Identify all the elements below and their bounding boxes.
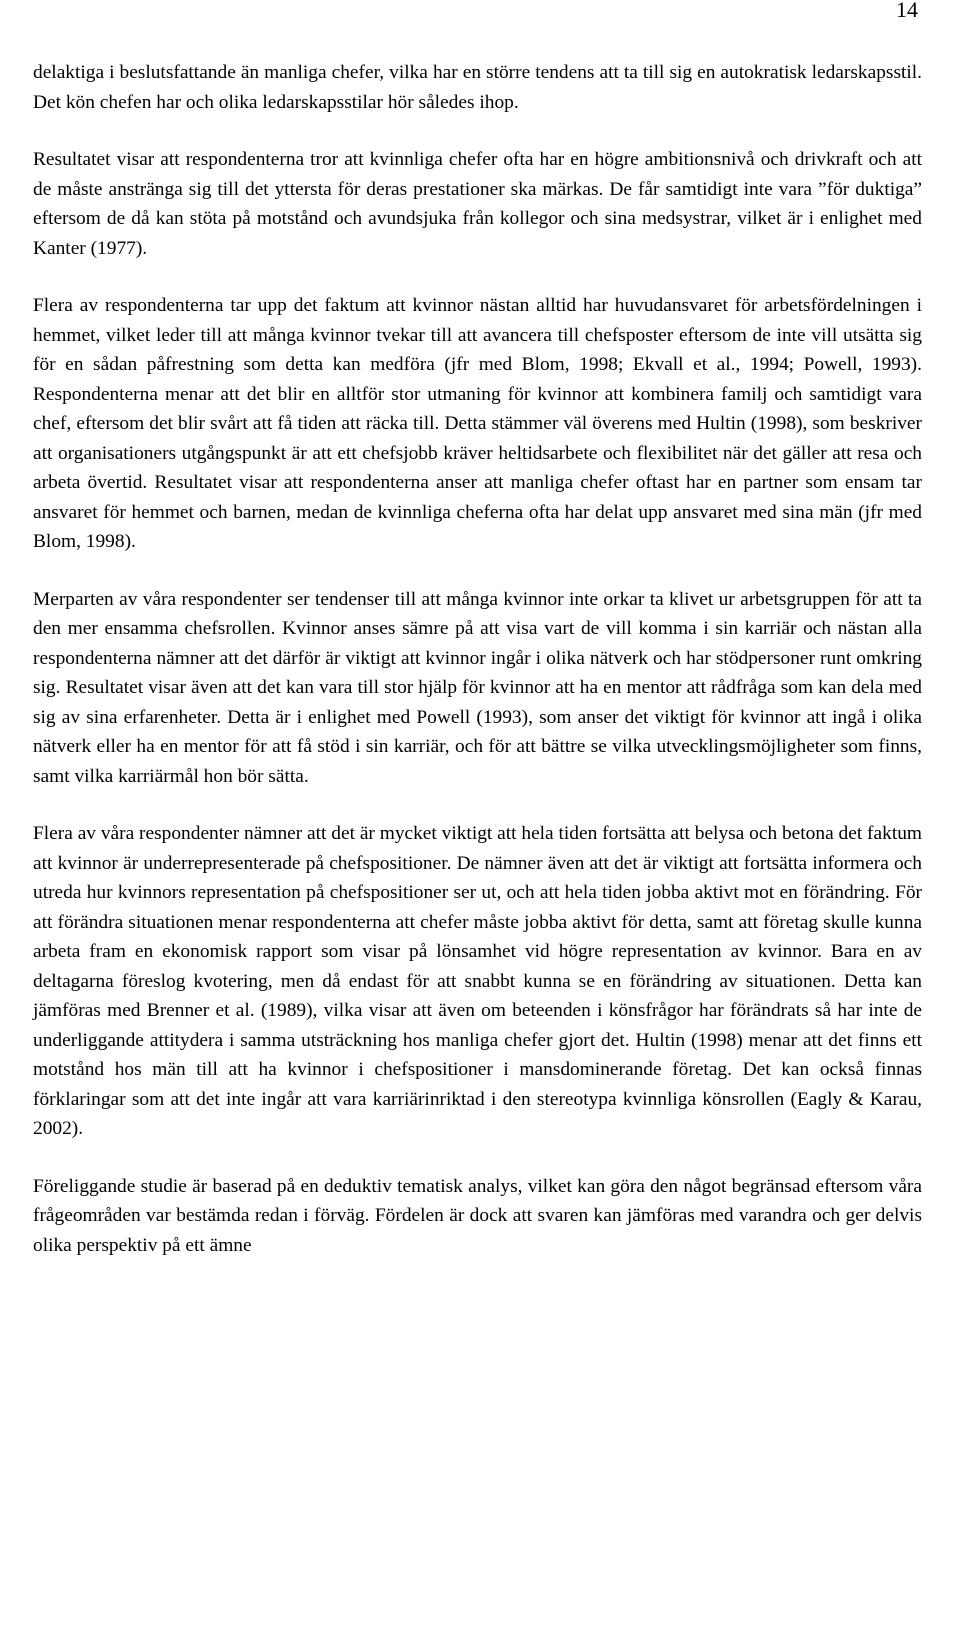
page-number: 14 — [896, 0, 918, 22]
paragraph-5: Flera av våra respondenter nämner att det är mycket viktigt att hela tiden fortsätta att belysa och betona det faktum att kvinnor är underrepresenterade på chefspositioner. De nämner även att det är viktigt att fortsätta informera och utreda hur kvinnors representation på chefspositioner ser ut, och att hela tiden jobba aktivt mot en förändring. För att förändra situationen menar respondenterna att chefer måste jobba aktivt för detta, samt att företag skulle kunna arbeta fram en ekonomisk rapport som visar på lönsamhet vid högre representation av kvinnor. Bara en av deltagarna föreslog kvotering, men då endast för att snabbt kunna se en förändring av situationen. Detta kan jämföras med Brenner et al. (1989), vilka visar att även om beteenden i könsfrågor har förändrats så har inte de underliggande attitydera i samma utsträckning hos manliga chefer gjort det. Hultin (1998) menar att det finns ett motstånd hos män till att ha kvinnor i chefspositioner i mansdominerande företag. Det kan också finnas förklaringar som att det inte ingår att vara karriärinriktad i den stereotypa kvinnliga könsrollen (Eagly & Karau, 2002). — [33, 823, 922, 1139]
body-text — [33, 58, 922, 1260]
paragraph-3: Flera av respondenterna tar upp det faktum att kvinnor nästan alltid har huvudansvaret för arbetsfördelningen i hemmet, vilket leder till att många kvinnor tvekar till att avancera till chefsposter eftersom de inte vill utsätta sig för en sådan påfrestning som detta kan medföra (jfr med Blom, 1998; Ekvall et al., 1994; Powell, 1993). Respondenterna menar att det blir en alltför stor utmaning för kvinnor att kombinera familj och samtidigt vara chef, eftersom det blir svårt att få tiden att räcka till. Detta stämmer väl överens med Hultin (1998), som beskriver att organisationers utgångspunkt är att ett chefsjobb kräver heltidsarbete och flexibilitet när det gäller att resa och arbeta övertid. Resultatet visar att respondenterna anser att manliga chefer oftast har en partner som ensam tar ansvaret för hemmet och barnen, medan de kvinnliga cheferna ofta har delat upp ansvaret med sina män (jfr med Blom, 1998). — [33, 295, 922, 552]
paragraph-2: Resultatet visar att respondenterna tror att kvinnliga chefer ofta har en högre ambitionsnivå och drivkraft och att de måste anstränga sig till det yttersta för deras prestationer ska märkas. De får samtidigt inte vara ”för duktiga” eftersom de då kan stöta på motstånd och avundsjuka från kollegor och sina medsystrar, vilket är i enlighet med Kanter (1977). — [33, 149, 922, 259]
paragraph-1: delaktiga i beslutsfattande än manliga chefer, vilka har en större tendens att ta till sig en autokratisk ledarskapsstil. Det kön chefen har och olika ledarskapsstilar hör således ihop. — [33, 62, 922, 113]
paragraph-6: Föreliggande studie är baserad på en deduktiv tematisk analys, vilket kan göra den något begränsad eftersom våra frågeområden var bestämda redan i förväg. Fördelen är dock att svaren kan jämföras med varandra och ger delvis olika perspektiv på ett ämne — [33, 1175, 922, 1256]
paragraph-4: Merparten av våra respondenter ser tendenser till att många kvinnor inte orkar ta klivet ur arbetsgruppen för att ta den mer ensamma chefsrollen. Kvinnor anses sämre på att visa vart de vill komma i sin karriär och nästan alla respondenterna nämner att det därför är viktigt att kvinnor ingår i olika nätverk och har stödpersoner runt omkring sig. Resultatet visar även att det kan vara till stor hjälp för kvinnor att ha en mentor att rådfråga som kan dela med sig av sina erfarenheter. Detta är i enlighet med Powell (1993), som anser det viktigt för kvinnor att ingå i olika nätverk eller ha en mentor för att få stöd i sin karriär, och för att bättre se vilka utvecklingsmöjligheter som finns, samt vilka karriärmål hon bör sätta. — [33, 588, 922, 787]
